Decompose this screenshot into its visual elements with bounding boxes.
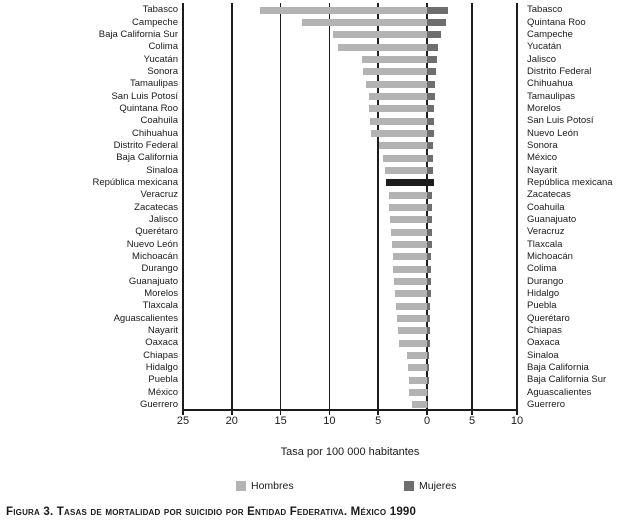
state-label-left: Chiapas (143, 349, 178, 361)
state-label-right: República mexicana (527, 176, 613, 188)
mujeres-swatch-icon (404, 481, 414, 491)
state-label-right: Colima (527, 263, 557, 275)
axis-tick-label: 15 (274, 415, 287, 427)
bar-hombres (385, 167, 427, 174)
bar-mujeres (427, 315, 430, 322)
bar-hombres (412, 401, 427, 408)
legend-label-hombres: Hombres (251, 480, 294, 492)
bar-mujeres (427, 81, 435, 88)
bar-hombres (407, 352, 427, 359)
state-label-right: Sinaloa (527, 349, 559, 361)
state-label-right: Durango (527, 275, 564, 287)
state-label-left: Querétaro (135, 226, 178, 238)
state-label-left: Veracruz (140, 189, 178, 201)
bar-hombres (397, 315, 427, 322)
bar-hombres-highlight (386, 179, 427, 186)
bar-mujeres (427, 167, 433, 174)
bar-mujeres (427, 253, 431, 260)
state-label-left: Tlaxcala (142, 300, 178, 312)
bar-mujeres (427, 68, 436, 75)
state-label-left: Coahuila (140, 115, 178, 127)
state-label-right: Baja California Sur (527, 374, 607, 386)
gridline (516, 3, 518, 410)
bar-hombres (362, 56, 427, 63)
bar-hombres (383, 155, 427, 162)
state-label-right: Zacatecas (527, 189, 571, 201)
x-axis-title: Tasa por 100 000 habitantes (280, 446, 420, 458)
bar-hombres (389, 192, 427, 199)
state-label-right: Tabasco (527, 4, 563, 16)
bar-mujeres (427, 401, 428, 408)
bar-hombres (393, 253, 427, 260)
bar-mujeres (427, 142, 433, 149)
state-label-right: Aguascalientes (527, 386, 592, 398)
axis-tick-label: 25 (176, 415, 190, 427)
state-label-right: Puebla (527, 300, 557, 312)
bar-mujeres (427, 352, 429, 359)
state-label-left: Jalisco (148, 213, 178, 225)
bar-mujeres (427, 155, 433, 162)
state-label-right: México (527, 152, 558, 164)
axis-tick-label: 10 (323, 415, 336, 427)
state-label-left: Sonora (147, 65, 178, 77)
state-label-left: Aguascalientes (113, 312, 178, 324)
axis-tick-label: 5 (375, 415, 382, 427)
state-label-right: Tlaxcala (527, 238, 563, 250)
bar-mujeres (427, 44, 438, 51)
state-label-right: San Luis Potosí (527, 115, 594, 127)
state-label-left: Baja California (116, 152, 178, 164)
bar-mujeres (427, 204, 432, 211)
bar-hombres (379, 142, 427, 149)
state-label-left: Guanajuato (128, 275, 178, 287)
hombres-swatch-icon (236, 481, 246, 491)
bar-hombres (391, 229, 427, 236)
state-label-left: Chihuahua (132, 127, 178, 139)
bar-hombres (260, 7, 427, 14)
bar-mujeres (427, 303, 430, 310)
state-label-right: Guerrero (527, 398, 566, 410)
gridline (471, 3, 473, 410)
state-label-left: Sinaloa (146, 164, 178, 176)
bar-mujeres (427, 241, 432, 248)
bar-mujeres (427, 364, 429, 371)
bar-mujeres (427, 130, 434, 137)
state-label-right: Baja California (527, 361, 589, 373)
bar-hombres (394, 278, 427, 285)
bar-mujeres (427, 266, 431, 273)
bar-hombres (392, 241, 427, 248)
bar-hombres (370, 118, 427, 125)
gridline (231, 3, 233, 410)
state-label-right: Veracruz (527, 226, 565, 238)
bar-hombres (408, 364, 427, 371)
bar-hombres (396, 303, 427, 310)
x-axis-line (183, 409, 517, 411)
gridline (182, 3, 184, 410)
bar-mujeres (427, 278, 431, 285)
bar-hombres (363, 68, 427, 75)
axis-tick-label: 10 (510, 415, 524, 427)
bar-mujeres (427, 327, 430, 334)
figure-caption: Figura 3. Tasas de mortalidad por suicidio por Entidad Federativa. México 1990 (6, 506, 417, 518)
axis-tick-label: 5 (468, 415, 476, 427)
axis-tick-label: 20 (225, 415, 238, 427)
bar-mujeres (427, 56, 437, 63)
axis-tick-label: 0 (423, 415, 431, 427)
state-label-left: Morelos (144, 287, 178, 299)
bar-mujeres (427, 340, 430, 347)
bar-mujeres (427, 118, 434, 125)
bar-mujeres (427, 192, 432, 199)
state-label-left: Nayarit (147, 324, 178, 336)
bar-hombres (333, 31, 427, 38)
bar-mujeres (427, 229, 432, 236)
state-label-left: Michoacán (132, 250, 178, 262)
bar-hombres (393, 266, 427, 273)
bar-hombres (409, 377, 427, 384)
state-label-left: Tabasco (142, 4, 178, 16)
gridline (329, 3, 331, 410)
state-label-right: Nuevo León (527, 127, 579, 139)
state-label-left: San Luis Potosí (111, 90, 178, 102)
state-label-right: Chiapas (527, 324, 562, 336)
bar-mujeres (427, 19, 446, 26)
state-label-right: Querétaro (527, 312, 570, 324)
bar-mujeres (427, 389, 428, 396)
state-label-left: Zacatecas (134, 201, 178, 213)
bar-hombres (399, 340, 427, 347)
bar-hombres (366, 81, 427, 88)
state-label-left: Quintana Roo (119, 102, 178, 114)
gridline (377, 3, 379, 410)
bar-mujeres (427, 7, 448, 14)
bar-mujeres (427, 216, 432, 223)
legend-label-mujeres: Mujeres (419, 480, 457, 492)
bar-hombres (338, 44, 427, 51)
state-label-left: Distrito Federal (113, 139, 178, 151)
state-label-right: Jalisco (527, 53, 557, 65)
bar-mujeres-highlight (427, 179, 434, 186)
state-label-right: Morelos (527, 102, 561, 114)
state-label-left: México (147, 386, 178, 398)
state-label-left: Tamaulipas (129, 78, 178, 90)
bar-mujeres (427, 31, 441, 38)
bar-hombres (395, 290, 427, 297)
state-label-left: República mexicana (92, 176, 178, 188)
bar-hombres (302, 19, 427, 26)
bar-mujeres (427, 290, 431, 297)
state-label-right: Oaxaca (527, 337, 560, 349)
state-label-right: Campeche (527, 28, 573, 40)
bar-mujeres (427, 377, 429, 384)
bar-hombres (409, 389, 427, 396)
state-label-right: Distrito Federal (527, 65, 592, 77)
gridline (280, 3, 282, 410)
bar-hombres (398, 327, 427, 334)
state-label-left: Baja California Sur (98, 28, 178, 40)
state-label-right: Michoacán (527, 250, 573, 262)
state-label-left: Oaxaca (145, 337, 178, 349)
state-label-right: Coahuila (527, 201, 565, 213)
state-label-right: Nayarit (527, 164, 558, 176)
state-label-left: Colima (148, 41, 178, 53)
state-label-left: Durango (141, 263, 178, 275)
bar-mujeres (427, 93, 435, 100)
state-label-left: Guerrero (139, 398, 178, 410)
state-label-left: Hidalgo (145, 361, 178, 373)
bar-hombres (369, 93, 427, 100)
state-label-right: Chihuahua (527, 78, 573, 90)
state-label-left: Campeche (132, 16, 178, 28)
state-label-right: Hidalgo (527, 287, 560, 299)
state-label-right: Guanajuato (527, 213, 577, 225)
state-label-left: Nuevo León (126, 238, 178, 250)
state-label-right: Tamaulipas (527, 90, 576, 102)
state-label-left: Yucatán (143, 53, 178, 65)
bar-hombres (371, 130, 427, 137)
state-label-right: Sonora (527, 139, 558, 151)
bar-hombres (390, 216, 427, 223)
state-label-right: Yucatán (527, 41, 562, 53)
state-label-left: Puebla (148, 374, 178, 386)
bar-mujeres (427, 105, 434, 112)
bar-hombres (389, 204, 427, 211)
bar-hombres (369, 105, 427, 112)
state-label-right: Quintana Roo (527, 16, 586, 28)
